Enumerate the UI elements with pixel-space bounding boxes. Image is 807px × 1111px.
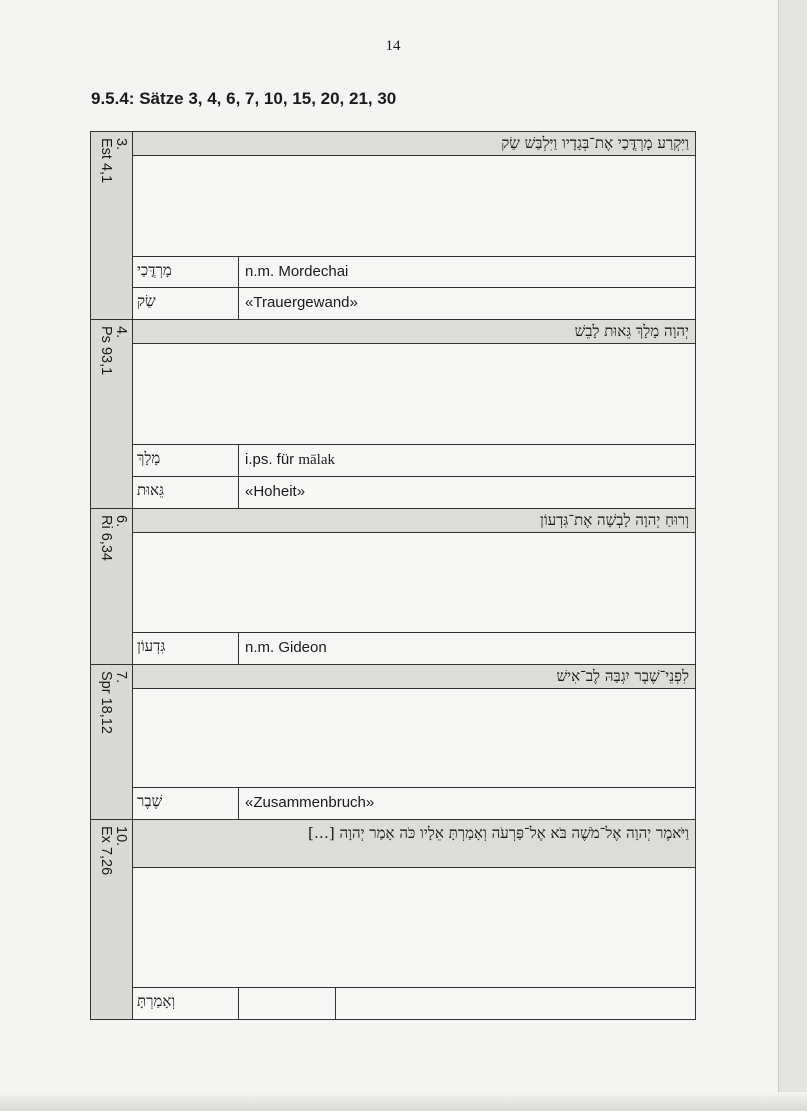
sentence-label <box>91 665 133 819</box>
exercise-block-ps-93-1 <box>91 320 695 509</box>
vocab-word: וְאָמַרְתָּ <box>137 992 176 1010</box>
vocab-word-cell <box>133 445 239 476</box>
sentence-number: 4. <box>113 326 129 339</box>
hebrew-verse-row <box>133 665 695 689</box>
exercise-table <box>90 131 696 1020</box>
vocab-row <box>133 257 695 288</box>
hebrew-verse: יְהוָה מָלָךְ גֵּאוּת לָבֵשׁ <box>574 322 689 340</box>
hebrew-verse-row <box>133 820 695 868</box>
vocab-word-cell <box>133 257 239 287</box>
vocab-word-cell <box>133 288 239 320</box>
sentence-number: 6. <box>113 515 129 528</box>
vocab-word: מָלָךְ <box>137 449 161 467</box>
vocab-row <box>133 988 695 1019</box>
vocab-word: גִּדְעוֹן <box>137 637 166 655</box>
sentence-label <box>91 320 133 508</box>
vocab-word-cell <box>133 633 239 665</box>
vocab-gloss: n.m. Mordechai <box>245 263 349 280</box>
hebrew-verse: וְרוּחַ יְהוָה לָבְשָׁה אֶת־גִּדְעוֹן <box>540 511 689 529</box>
hebrew-verse-row <box>133 320 695 344</box>
sentence-label <box>91 132 133 319</box>
exercise-block-ex-7-26 <box>91 820 695 1019</box>
hebrew-verse: וַיִּקְרַע מָרְדֳּכַי אֶת־בְּגָדָיו וַיִּלְבַּשׁ שַׂק <box>501 134 689 152</box>
vocab-word: מָרְדֳּכַי <box>137 261 172 279</box>
hebrew-verse: לִפְנֵי־שֶׁבֶר יִגְבַּהּ לֶב־אִישׁ <box>556 667 689 685</box>
vocab-gloss: «Zusammenbruch» <box>245 794 375 811</box>
translation-field[interactable] <box>133 344 695 445</box>
vocab-gloss-transliteration: mālak <box>298 452 336 468</box>
page-edge <box>778 0 807 1111</box>
hebrew-verse-row <box>133 509 695 533</box>
hebrew-verse: וַיֹּאמֶר יְהוָה אֶל־מֹשֶׁה בֹּא אֶל־פַּרְעֹה וְאָמַרְתָּ אֵלָיו כֹּה אָמַר יְהוָה […] <box>308 824 689 842</box>
vocab-word-cell <box>133 788 239 820</box>
sentence-reference: Est 4,1 <box>98 138 114 184</box>
gloss-divider <box>335 988 336 1019</box>
vocab-row <box>133 788 695 820</box>
sentence-number: 10. <box>113 826 129 847</box>
sentence-number: 3. <box>113 138 129 151</box>
sentence-reference: Spr 18,12 <box>98 671 114 734</box>
page-number: 14 <box>385 38 401 54</box>
sentence-label <box>91 509 133 664</box>
vocab-row <box>133 445 695 477</box>
vocab-gloss <box>245 451 335 469</box>
hebrew-verse-row <box>133 132 695 156</box>
vocab-gloss: n.m. Gideon <box>245 639 327 656</box>
vocab-word-cell <box>133 988 239 1019</box>
translation-field[interactable] <box>133 533 695 633</box>
vocab-row <box>133 288 695 320</box>
sentence-number: 7. <box>113 671 129 684</box>
vocab-word: שַׂק <box>137 292 156 310</box>
vocab-word: שֶׁבֶר <box>137 792 163 810</box>
sentence-label <box>91 820 133 1019</box>
exercise-block-ri-6-34 <box>91 509 695 665</box>
page-bottom-shadow <box>0 1092 807 1111</box>
sentence-reference: Ps 93,1 <box>98 326 114 376</box>
translation-field[interactable] <box>133 689 695 788</box>
vocab-row <box>133 477 695 509</box>
vocab-gloss: «Hoheit» <box>245 483 306 500</box>
exercise-block-est-4-1 <box>91 132 695 320</box>
vocab-word: גֵּאוּת <box>137 481 164 499</box>
translation-field[interactable] <box>133 156 695 257</box>
vocab-word-cell <box>133 477 239 509</box>
section-heading: 9.5.4: Sätze 3, 4, 6, 7, 10, 15, 20, 21, 30 <box>91 89 397 108</box>
translation-field[interactable] <box>133 868 695 988</box>
vocab-gloss-text: i.ps. für <box>245 451 295 468</box>
exercise-block-spr-18-12 <box>91 665 695 820</box>
vocab-gloss: «Trauergewand» <box>245 294 358 311</box>
sentence-reference: Ex 7,26 <box>98 826 114 876</box>
vocab-row <box>133 633 695 665</box>
sentence-reference: Ri 6,34 <box>98 515 114 561</box>
